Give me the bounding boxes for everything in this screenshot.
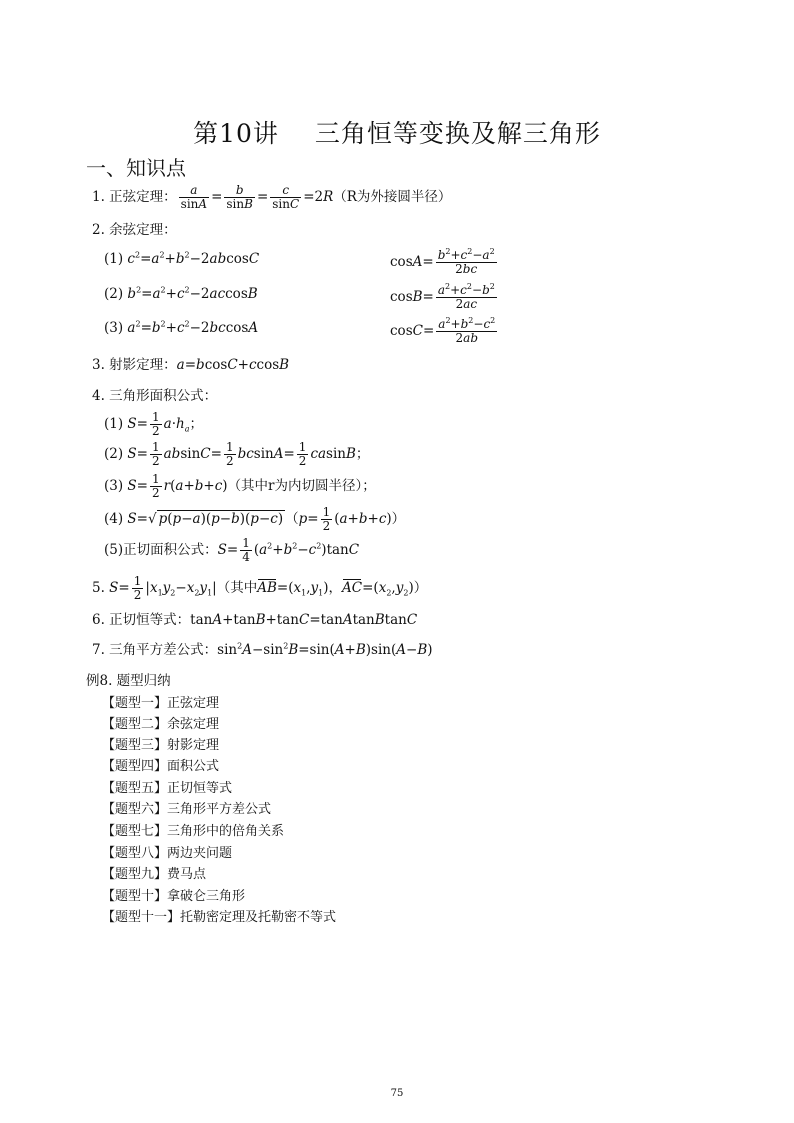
law-of-sines-note: （R为外接圆半径） <box>333 189 452 205</box>
list-item: 【题型二】余弦定理 <box>102 717 220 732</box>
list-item: 【题型七】三角形中的倍角关系 <box>102 824 285 839</box>
area-formula-1: (1) S= $\frac{1}{2}$ $a\cdot h_a$； <box>104 410 203 438</box>
list-item: 【题型三】射影定理 <box>102 738 220 753</box>
cosine-formula-1: (1) $c^2=a^2+b^2-2abcosC$ <box>104 250 260 267</box>
law-of-sines: 1. 正弦定理： $\frac{a}{\sin A}$ = $\frac{b}{\sin B}$ = $\frac{c}{\sin C}$ =2R（R为外接圆半径） <box>92 183 452 211</box>
cosine-ratio-a: cosA= $\frac{b^2+c^2-a^2}{2bc}$ <box>390 247 495 276</box>
list-item: 【题型十】拿破仑三角形 <box>102 889 246 904</box>
area-formulas-label: 4. 三角形面积公式： <box>92 388 218 404</box>
list-item: 【题型八】两边夹问题 <box>102 846 233 861</box>
tangent-identity: 6. 正切恒等式：tanA+tanB+tanC=tanAtanBtanC <box>92 612 418 628</box>
cosine-ratio-c: cosC= $\frac{a^2+b^2-c^2}{2ab}$ <box>390 316 496 345</box>
law-of-sines-label: 1. 正弦定理： <box>92 189 177 205</box>
square-difference-label: 7. 三角平方差公式： <box>92 642 218 658</box>
area-formula-heron: (4) S=√ p(p−a)(p−b)(p−c) （p= $\frac{1}{2}$ (a+b+c)） <box>104 505 406 533</box>
list-item: 【题型九】费马点 <box>102 867 207 882</box>
area-formula-3: (3) S= $\frac{1}{2}$ r(a+b+c)（其中r为内切圆半径）； <box>104 472 376 500</box>
vector-area-note: （其中 <box>216 580 258 596</box>
tangent-identity-label: 6. 正切恒等式： <box>92 612 191 628</box>
cosine-ratio-b: cosB= $\frac{a^2+c^2-b^2}{2ac}$ <box>390 282 495 311</box>
lecture-number: 第10讲 <box>193 119 279 148</box>
vector-area-formula: 5. S= $\frac{1}{2}$ $|x_1y_2-x_2y_1|$（其中$AB=(x_1,y_1)$，$AC=(x_2,y_2)$） <box>92 574 428 602</box>
square-difference-formula: 7. 三角平方差公式：$\sin^2A-\sin^2B=\sin(A+B)\sin(A-B)$ <box>92 641 433 658</box>
page-number: 75 <box>390 1088 404 1099</box>
section-heading: 一、知识点 <box>86 156 186 180</box>
page-title <box>0 114 794 150</box>
cosine-formula-3: (3) $a^2=b^2+c^2-2bccosA$ <box>104 319 259 336</box>
list-item: 【题型五】正切恒等式 <box>102 781 233 796</box>
list-item: 【题型一】正弦定理 <box>102 696 220 711</box>
tangent-area-label: (5)正切面积公式： <box>104 542 218 558</box>
projection-theorem-label: 3. 射影定理： <box>92 357 177 373</box>
area-formula-2: (2) S= $\frac{1}{2}$ absinC= $\frac{1}{2}$ bcsinA= $\frac{1}{2}$ casinB； <box>104 440 370 468</box>
area-formula-3-note: （其中r为内切圆半径）； <box>227 478 376 494</box>
law-of-cosines-label: 2. 余弦定理： <box>92 222 177 238</box>
example-heading: 例8. 题型归纳 <box>86 673 171 689</box>
cosine-formula-2: (2) $b^2=a^2+c^2-2accosB$ <box>104 285 258 302</box>
list-item: 【题型十一】托勒密定理及托勒密不等式 <box>102 910 337 925</box>
list-item: 【题型六】三角形平方差公式 <box>102 802 272 817</box>
area-formula-tangent: (5)正切面积公式：S= $\frac{1}{4}$ $(a^2+b^2-c^2)\tan C$ <box>104 536 360 564</box>
projection-theorem: 3. 射影定理：a=bcosC+ccosB <box>92 357 290 373</box>
list-item: 【题型四】面积公式 <box>102 759 220 774</box>
lecture-topic: 三角恒等变换及解三角形 <box>314 119 601 148</box>
